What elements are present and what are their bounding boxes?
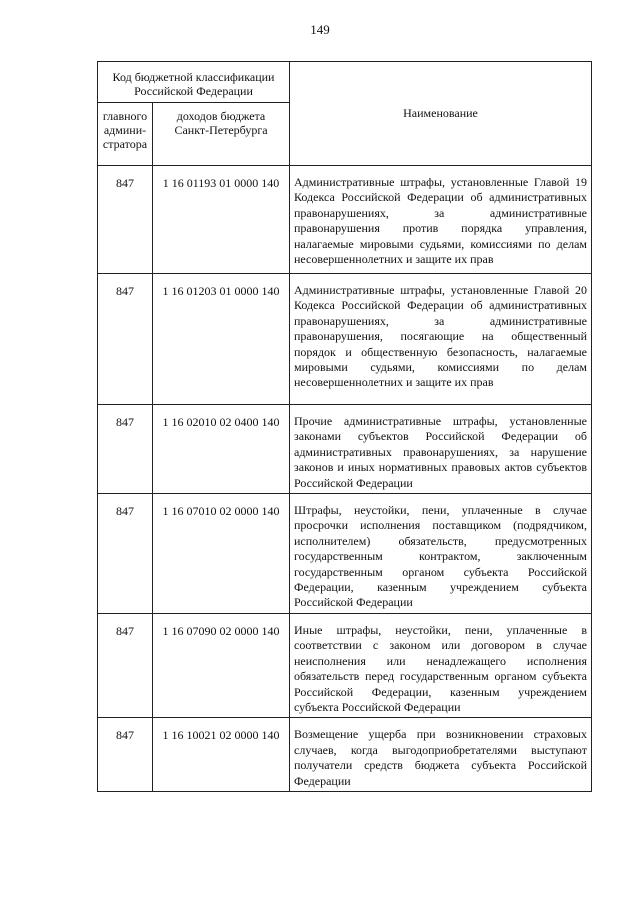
- admin-code-cell: 847: [98, 613, 153, 717]
- header-admin-line-2: админи-: [103, 123, 147, 137]
- table-row: [98, 166, 592, 274]
- name-cell: Штрафы, неустойки, пени, уплаченные в случае просрочки исполнения поставщиком (подрядчиком, исполнителем) обязательств, предусмотренных государственным контрактом, заключенным государственным органом субъекта Российской Федерации, казенным учреждением субъекта Российской Федерации: [290, 494, 592, 614]
- admin-code-cell: 847: [98, 274, 153, 405]
- header-admin-line-3: стратора: [102, 137, 148, 151]
- header-admin-line-1: главного: [102, 109, 148, 123]
- page-number: 149: [310, 22, 330, 37]
- table-row: [98, 718, 592, 792]
- header-income-code: [153, 103, 290, 166]
- admin-code-cell: 847: [98, 718, 153, 792]
- name-cell: Административные штрафы, установленные Главой 19 Кодекса Российской Федерации об административных правонарушениях, за административные правонарушения против порядка управления, налагаемые мировыми судьями, комиссиями по делам несовершеннолетних и защите их прав: [290, 166, 592, 274]
- name-cell: Возмещение ущерба при возникновении страховых случаев, когда выгодоприобретателями выступают получатели средств бюджета субъекта Российской Федерации: [290, 718, 592, 792]
- admin-code-cell: 847: [98, 166, 153, 274]
- name-cell: Иные штрафы, неустойки, пени, уплаченные в соответствии с законом или договором в случае неисполнения или ненадлежащего исполнения обязательств перед государственным органом субъекта Российской Федерации, казенным учреждением субъекта Российской Федерации: [290, 613, 592, 717]
- income-code-cell: 1 16 07010 02 0000 140: [153, 494, 290, 614]
- budget-classification-table: [97, 61, 592, 792]
- income-code-cell: 1 16 01193 01 0000 140: [153, 166, 290, 274]
- table-row: [98, 494, 592, 614]
- income-code-cell: 1 16 02010 02 0400 140: [153, 405, 290, 494]
- table-row: [98, 274, 592, 405]
- admin-code-cell: 847: [98, 494, 153, 614]
- name-cell: Прочие административные штрафы, установленные законами субъектов Российской Федерации об административных правонарушениях, за нарушение законов и иных нормативных правовых актов субъектов Российской Федерации: [290, 405, 592, 494]
- header-budget-classification-code: Код бюджетной классификации Российской Федерации: [98, 62, 290, 103]
- header-main-administrator: [98, 103, 153, 166]
- income-code-cell: 1 16 07090 02 0000 140: [153, 613, 290, 717]
- table-row: [98, 405, 592, 494]
- income-code-cell: 1 16 10021 02 0000 140: [153, 718, 290, 792]
- header-income-line-1: доходов бюджета: [176, 109, 266, 123]
- income-code-cell: 1 16 01203 01 0000 140: [153, 274, 290, 405]
- table-row: [98, 613, 592, 717]
- admin-code-cell: 847: [98, 405, 153, 494]
- name-cell: Административные штрафы, установленные Главой 20 Кодекса Российской Федерации об административных правонарушениях, за административные правонарушения, посягающие на общественный порядок и общественную безопасность, налагаемые мировыми судьями, комиссиями по делам несовершеннолетних и защите их прав: [290, 274, 592, 405]
- table-header-row: [98, 62, 592, 103]
- header-income-line-2: Санкт-Петербурга: [174, 123, 268, 137]
- header-name: Наименование: [290, 62, 592, 166]
